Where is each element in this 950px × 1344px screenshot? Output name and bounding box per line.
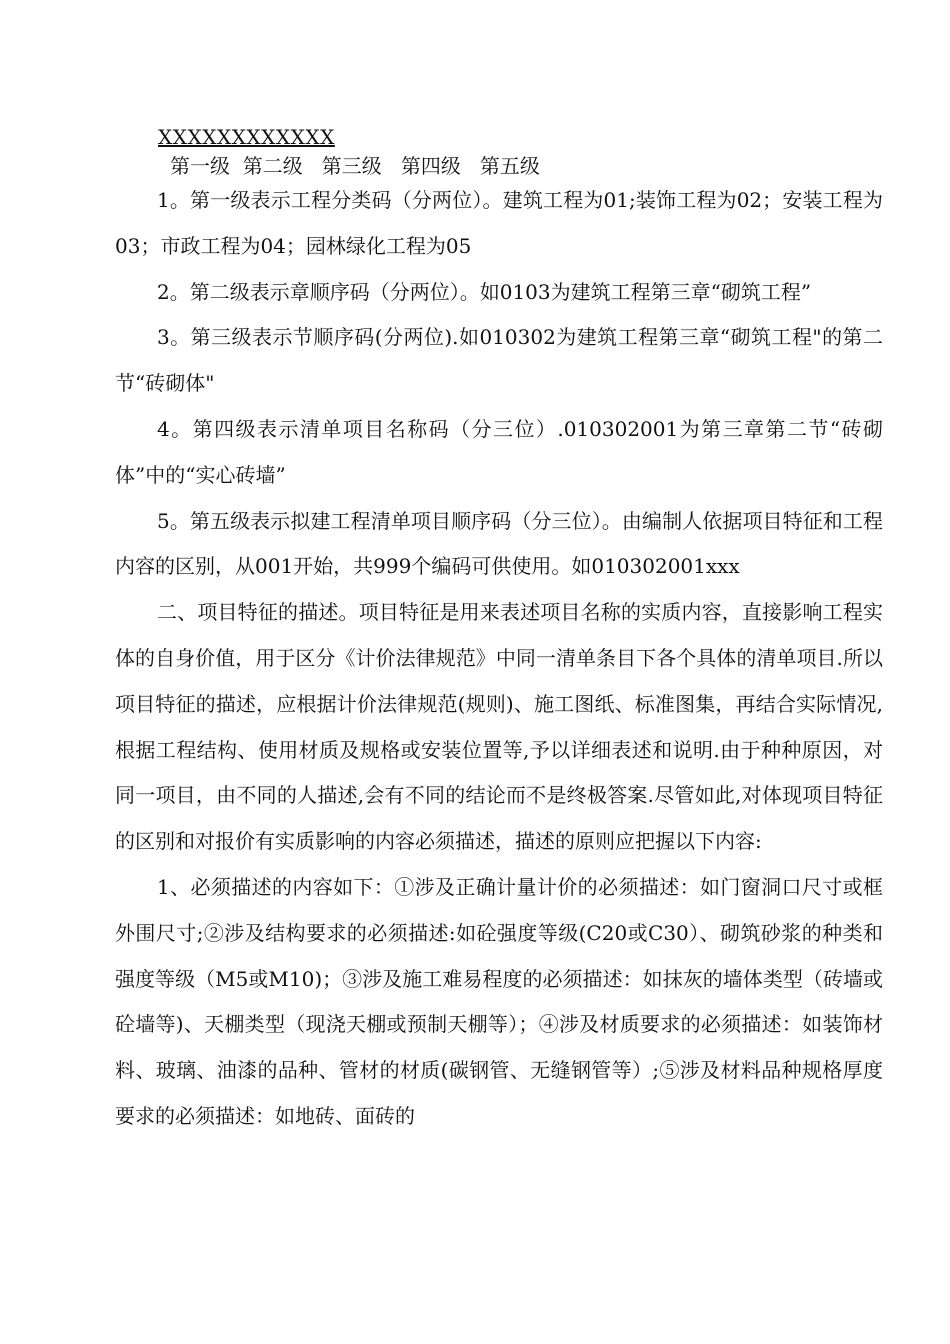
paragraph-level-4: 4。第四级表示清单项目名称码（分三位）.010302001为第三章第二节“砖砌体”中的“实心砖墙” [115,416,883,487]
paragraph-level-5: 5。第五级表示拟建工程清单项目顺序码（分三位）。由编制人依据项目特征和工程内容的区别，从001开始，共999个编码可供使用。如010302001xxx [115,508,883,579]
paragraph-required-content: 1、必须描述的内容如下：①涉及正确计量计价的必须描述：如门窗洞口尺寸或框外围尺寸;②涉及结构要求的必须描述:如砼强度等级(C20或C30）、砌筑砂浆的种类和强度等级（M5或M10)；③涉及施工难易程度的必须描述：如抹灰的墙体类型（砖墙或砼墙等)、天棚类型（现浇天棚或预制天棚等）；④涉及材质要求的必须描述：如装饰材料、玻璃、油漆的品种、管材的材质(碳钢管、无缝钢管等）;⑤涉及材料品种规格厚度要求的必须描述：如地砖、面砖的 [115,874,883,1128]
code-title: XXXXXXXXXXXX [158,125,335,149]
paragraph-level-2: 2。第二级表示章顺序码（分两位）。如0103为建筑工程第三章“砌筑工程” [157,279,812,304]
levels-line: 第一级 第二级 第三级 第四级 第五级 [170,154,540,178]
paragraph-level-3: 3。第三级表示节顺序码(分两位).如010302为建筑工程第三章“砌筑工程"的第二节“砖砌体" [115,325,883,396]
document-body [115,178,883,1140]
paragraph-feature-description: 二、项目特征的描述。项目特征是用来表述项目名称的实质内容，直接影响工程实体的自身价值，用于区分《计价法律规范》中同一清单条目下各个具体的清单项目.所以项目特征的描述，应根据计价法律规范(规则)、施工图纸、标准图集，再结合实际情况,根据工程结构、使用材质及规格或安装位置等,予以详细表述和说明.由于种种原因，对同一项目，由不同的人描述,会有不同的结论而不是终极答案.尽管如此,对体现项目特征的区别和对报价有实质影响的内容必须描述，描述的原则应把握以下内容: [115,600,883,854]
paragraph-level-1: 1。第一级表示工程分类码（分两位）。建筑工程为01;装饰工程为02；安装工程为03；市政工程为04；园林绿化工程为05 [115,188,883,258]
